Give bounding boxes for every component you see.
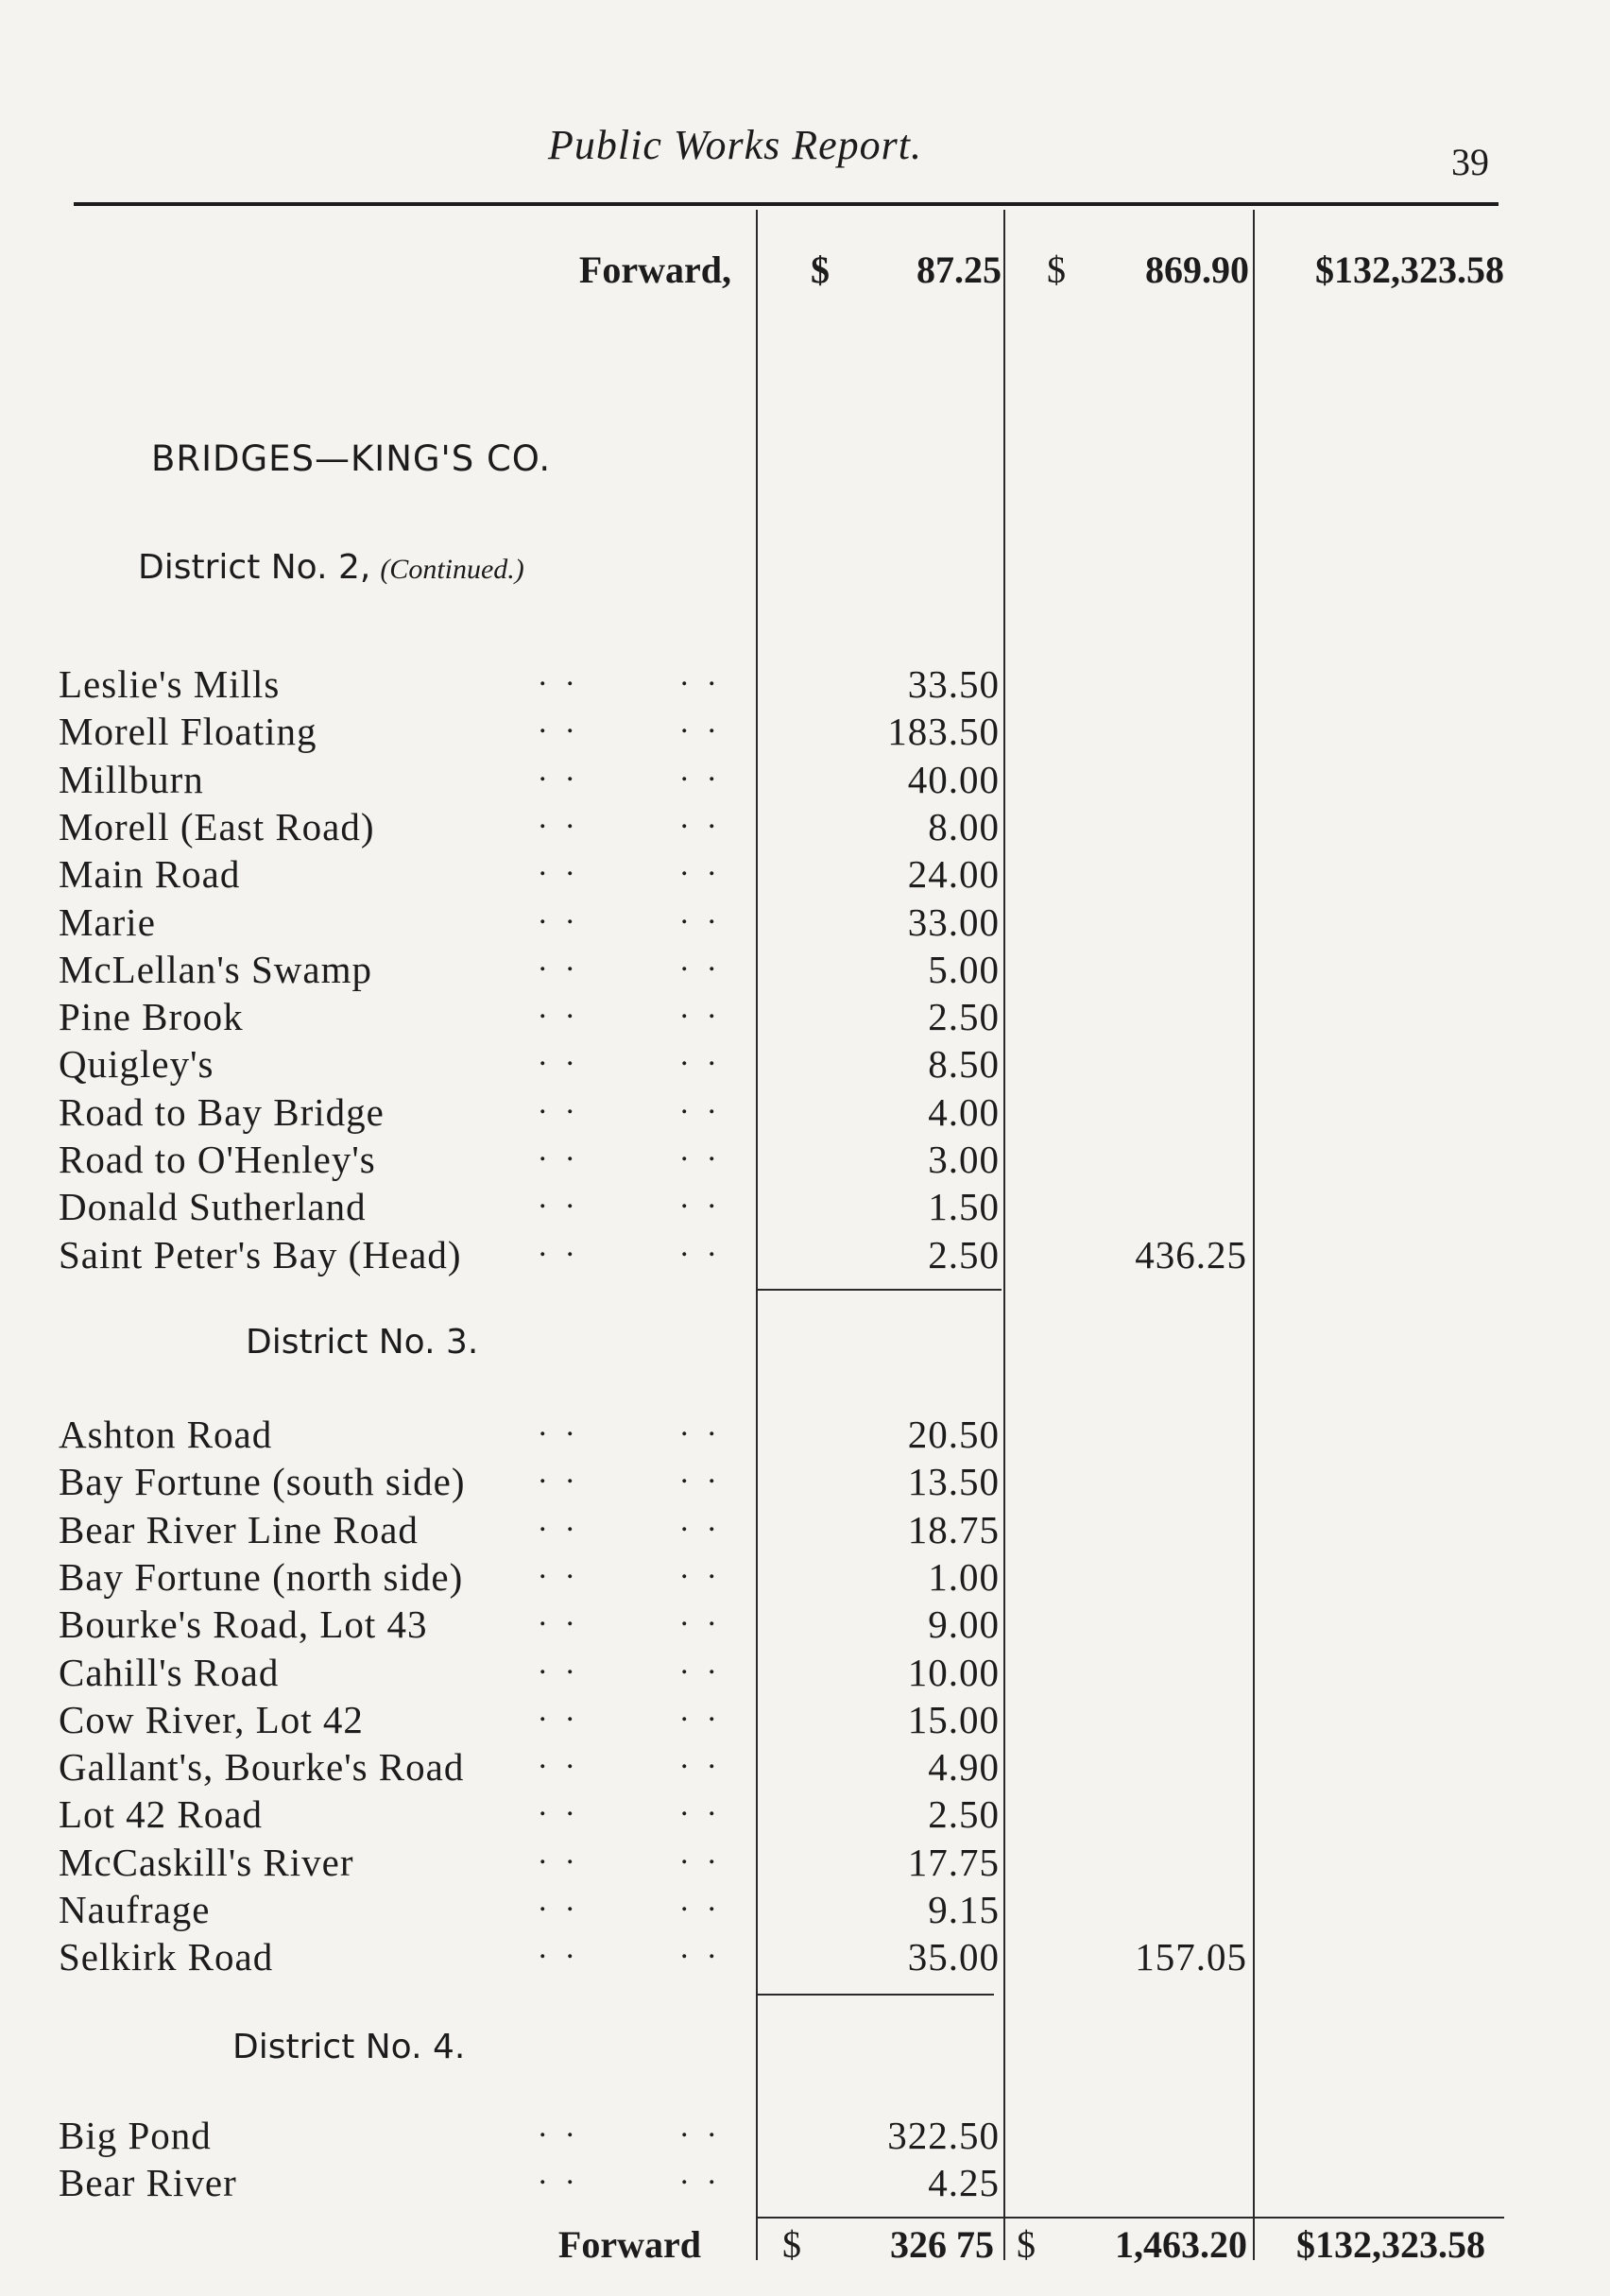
item-name: Road to Bay Bridge	[59, 1089, 385, 1134]
dot-leader: . .	[539, 799, 580, 835]
district-subtotal: 436.25	[1135, 1232, 1247, 1277]
dot-leader: . .	[680, 1550, 722, 1585]
dot-leader: . .	[680, 2156, 722, 2192]
dot-leader: . .	[680, 1502, 722, 1538]
dot-leader: . .	[680, 848, 722, 883]
col2-currency-bottom: $	[1017, 2223, 1036, 2266]
list-item	[0, 1085, 1610, 1137]
dot-leader: . .	[680, 1133, 722, 1168]
item-name: Big Pond	[59, 2114, 212, 2157]
dot-leader: . .	[680, 1455, 722, 1491]
col3-amount: $132,323.58	[1315, 248, 1504, 291]
district-3-subtotal-rule	[758, 1994, 994, 1996]
item-name: Lot 42 Road	[59, 1792, 263, 1837]
district-subtotal: 157.05	[1135, 1935, 1247, 1979]
item-amount: 33.00	[907, 900, 1000, 944]
dot-leader: . .	[680, 1180, 722, 1216]
dot-leader: . .	[680, 1883, 722, 1918]
list-item	[0, 990, 1610, 1041]
dot-leader: . .	[539, 1037, 580, 1073]
dot-leader: . .	[539, 1740, 580, 1776]
item-amount: 15.00	[907, 1697, 1000, 1741]
list-item	[0, 1598, 1610, 1649]
forward-label: Forward,	[578, 248, 731, 291]
dot-leader: . .	[539, 1408, 580, 1443]
dot-leader: . .	[680, 658, 722, 693]
header-rule	[74, 202, 1499, 206]
dot-leader: . .	[539, 1788, 580, 1824]
list-item	[0, 1740, 1610, 1791]
list-item	[0, 1180, 1610, 1231]
district-3-title: District No. 3.	[246, 1323, 479, 1362]
item-name: Leslie's Mills	[59, 662, 281, 706]
item-name: Millburn	[59, 757, 204, 801]
list-item	[0, 1408, 1610, 1459]
dot-leader: . .	[680, 942, 722, 978]
dot-leader: . .	[539, 1550, 580, 1585]
item-name: Bourke's Road, Lot 43	[59, 1602, 428, 1647]
col1-amount-bottom: 326 75	[890, 2223, 994, 2266]
list-item	[0, 1227, 1610, 1279]
list-item	[0, 1835, 1610, 1887]
list-item	[0, 2156, 1610, 2207]
dot-leader: . .	[680, 1037, 722, 1073]
list-item	[0, 1930, 1610, 1981]
item-amount: 5.00	[928, 947, 1000, 991]
list-item	[0, 1037, 1610, 1088]
dot-leader: . .	[539, 1930, 580, 1966]
item-name: Selkirk Road	[59, 1935, 274, 1979]
col2-amount-bottom: 1,463.20	[1115, 2223, 1247, 2266]
list-item	[0, 1502, 1610, 1554]
dot-leader: . .	[539, 2156, 580, 2192]
col3-amount-bottom: $132,323.58	[1296, 2223, 1485, 2266]
item-name: Naufrage	[59, 1888, 211, 1931]
district-2-title	[138, 548, 524, 587]
list-item	[0, 1788, 1610, 1839]
item-amount: 33.50	[907, 662, 1000, 706]
item-name: Pine Brook	[59, 995, 244, 1039]
item-amount: 4.25	[928, 2161, 1000, 2205]
list-item	[0, 1550, 1610, 1602]
dot-leader: . .	[680, 752, 722, 788]
running-title: Public Works Report.	[548, 122, 922, 168]
list-item	[0, 705, 1610, 756]
dot-leader: . .	[539, 658, 580, 693]
col1-currency-bottom: $	[782, 2223, 801, 2266]
item-amount: 3.00	[928, 1138, 1000, 1181]
dot-leader: . .	[539, 1883, 580, 1918]
item-name: McCaskill's River	[59, 1840, 354, 1884]
col1-currency: $	[811, 248, 830, 291]
item-name: Bay Fortune (north side)	[59, 1554, 464, 1599]
dot-leader: . .	[539, 705, 580, 741]
item-amount: 2.50	[928, 995, 1000, 1039]
item-amount: 4.90	[928, 1745, 1000, 1790]
dot-leader: . .	[539, 1645, 580, 1681]
dot-leader: . .	[539, 942, 580, 978]
list-item	[0, 1455, 1610, 1506]
item-amount: 24.00	[907, 852, 1000, 897]
item-name: Marie	[59, 900, 156, 944]
item-name: Morell Floating	[59, 710, 317, 754]
item-name: Cow River, Lot 42	[59, 1697, 364, 1741]
dot-leader: . .	[680, 1835, 722, 1871]
dot-leader: . .	[680, 1645, 722, 1681]
list-item	[0, 895, 1610, 947]
dot-leader: . .	[680, 1227, 722, 1263]
dot-leader: . .	[539, 1133, 580, 1168]
dot-leader: . .	[539, 1455, 580, 1491]
dot-leader: . .	[680, 1740, 722, 1776]
dot-leader: . .	[680, 1085, 722, 1121]
item-name: Quigley's	[59, 1042, 214, 1087]
dot-leader: . .	[539, 1692, 580, 1728]
dot-leader: . .	[680, 1408, 722, 1443]
item-name: Saint Peter's Bay (Head)	[59, 1232, 462, 1277]
district-4-title: District No. 4.	[232, 2028, 466, 2066]
item-amount: 9.00	[928, 1602, 1000, 1647]
dot-leader: . .	[539, 895, 580, 931]
col2-currency: $	[1047, 248, 1066, 291]
item-amount: 9.15	[928, 1888, 1000, 1931]
item-name: Bear River Line Road	[59, 1507, 419, 1551]
item-name: McLellan's Swamp	[59, 947, 372, 991]
dot-leader: . .	[680, 799, 722, 835]
item-amount: 322.50	[887, 2114, 1000, 2157]
item-name: Bear River	[59, 2161, 237, 2205]
list-item	[0, 1883, 1610, 1934]
page-number: 39	[1451, 141, 1489, 183]
item-amount: 35.00	[907, 1935, 1000, 1979]
dot-leader: . .	[680, 2109, 722, 2144]
col1-amount: 87.25	[916, 248, 1002, 291]
dot-leader: . .	[539, 1598, 580, 1634]
list-item	[0, 799, 1610, 851]
forward-row-bottom	[0, 2222, 1610, 2279]
dot-leader: . .	[539, 1502, 580, 1538]
item-amount: 10.00	[907, 1650, 1000, 1694]
dot-leader: . .	[680, 1598, 722, 1634]
item-amount: 2.50	[928, 1792, 1000, 1837]
item-name: Road to O'Henley's	[59, 1138, 376, 1181]
item-amount: 17.75	[907, 1840, 1000, 1884]
list-item	[0, 658, 1610, 709]
list-item	[0, 2109, 1610, 2160]
item-name: Main Road	[59, 852, 241, 897]
item-name: Bay Fortune (south side)	[59, 1460, 466, 1504]
dot-leader: . .	[539, 752, 580, 788]
col2-amount: 869.90	[1145, 248, 1249, 291]
item-amount: 2.50	[928, 1232, 1000, 1277]
list-item	[0, 752, 1610, 804]
item-amount: 8.50	[928, 1042, 1000, 1087]
dot-leader: . .	[680, 990, 722, 1026]
item-name: Ashton Road	[59, 1413, 273, 1456]
district-2-note: (Continued.)	[380, 554, 524, 585]
dot-leader: . .	[680, 1692, 722, 1728]
forward-row-top	[0, 248, 1610, 304]
item-amount: 4.00	[928, 1089, 1000, 1134]
dot-leader: . .	[680, 1930, 722, 1966]
dot-leader: . .	[539, 848, 580, 883]
dot-leader: . .	[539, 2109, 580, 2144]
dot-leader: . .	[539, 1227, 580, 1263]
item-amount: 1.50	[928, 1185, 1000, 1229]
item-name: Donald Sutherland	[59, 1185, 367, 1229]
section-title: BRIDGES—KING'S CO.	[151, 438, 552, 479]
item-amount: 183.50	[887, 710, 1000, 754]
district-2-subtotal-rule	[758, 1289, 1002, 1291]
item-name: Morell (East Road)	[59, 804, 375, 848]
list-item	[0, 1645, 1610, 1697]
forward-label-bottom: Forward	[557, 2223, 701, 2266]
item-name: Gallant's, Bourke's Road	[59, 1745, 465, 1790]
dot-leader: . .	[680, 895, 722, 931]
dot-leader: . .	[539, 1180, 580, 1216]
dot-leader: . .	[539, 1085, 580, 1121]
item-amount: 1.00	[928, 1554, 1000, 1599]
dot-leader: . .	[539, 990, 580, 1026]
dot-leader: . .	[680, 705, 722, 741]
item-name: Cahill's Road	[59, 1650, 280, 1694]
list-item	[0, 1692, 1610, 1744]
list-item	[0, 942, 1610, 994]
item-amount: 40.00	[907, 757, 1000, 801]
item-amount: 13.50	[907, 1460, 1000, 1504]
forward-bottom-rule	[758, 2217, 1504, 2219]
item-amount: 18.75	[907, 1507, 1000, 1551]
dot-leader: . .	[539, 1835, 580, 1871]
list-item	[0, 848, 1610, 899]
district-2-title-text: District No. 2,	[138, 548, 371, 587]
item-amount: 8.00	[928, 804, 1000, 848]
item-amount: 20.50	[907, 1413, 1000, 1456]
list-item	[0, 1133, 1610, 1184]
dot-leader: . .	[680, 1788, 722, 1824]
